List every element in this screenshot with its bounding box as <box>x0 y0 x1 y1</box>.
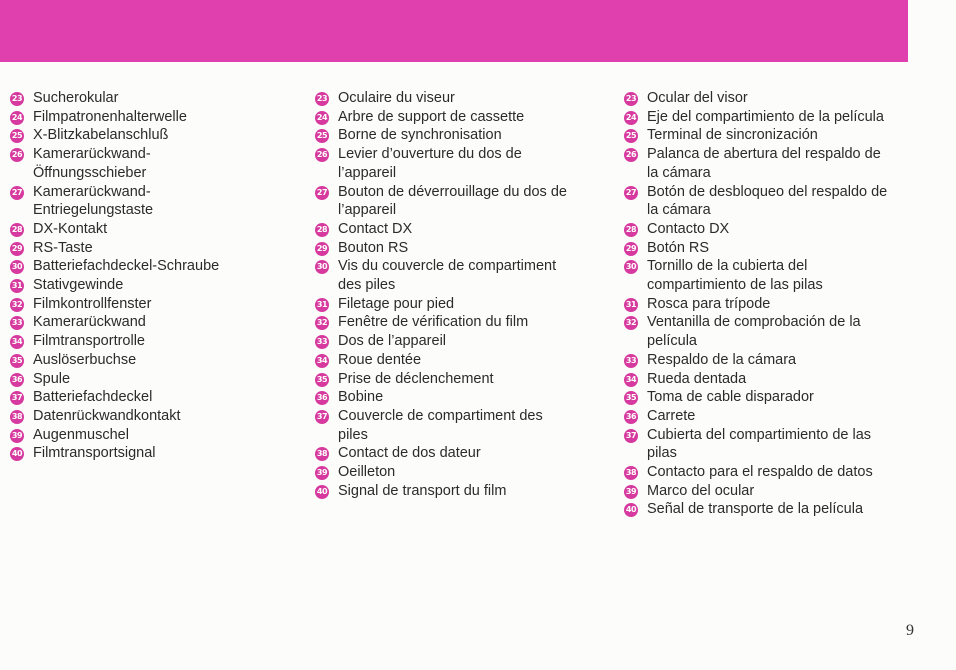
list-item <box>10 370 300 389</box>
list-item <box>10 220 300 239</box>
item-label-line: Filmpatronenhalterwelle <box>33 108 187 125</box>
page-number: 9 <box>906 622 914 639</box>
item-label-line: Vis du couvercle de compartiment <box>338 258 557 275</box>
list-item <box>10 295 300 314</box>
item-label-line: Botón RS <box>647 239 710 256</box>
item-label <box>33 388 152 407</box>
item-label-line: Oculaire du viseur <box>338 90 455 106</box>
item-label <box>647 370 746 389</box>
item-label <box>338 295 454 314</box>
item-label <box>338 482 506 501</box>
item-label-line: Borne de synchronisation <box>338 127 502 144</box>
item-number-badge: 28 <box>315 223 329 237</box>
item-label <box>338 89 455 108</box>
item-label-line: pilas <box>647 445 677 462</box>
item-number-badge: 34 <box>624 373 638 387</box>
list-item <box>10 183 300 220</box>
item-number-badge: 40 <box>10 447 24 461</box>
item-label-line: Terminal de sincronización <box>647 127 818 144</box>
item-number-badge: 30 <box>10 260 24 274</box>
list-item <box>624 257 924 294</box>
list-item <box>624 145 924 182</box>
item-label-line: Entriegelungstaste <box>33 202 154 219</box>
item-label <box>647 220 729 239</box>
item-number-badge: 27 <box>624 186 638 200</box>
item-label <box>338 183 567 220</box>
item-number-badge: 39 <box>10 429 24 443</box>
item-number-badge: 36 <box>10 373 24 387</box>
item-label <box>338 463 395 482</box>
item-label-line: Signal de transport du film <box>338 482 507 499</box>
item-label <box>33 332 145 351</box>
item-number-badge: 29 <box>315 242 329 256</box>
list-item <box>315 295 605 314</box>
list-item <box>10 444 300 463</box>
item-label <box>647 313 861 350</box>
item-number-badge: 31 <box>10 279 24 293</box>
item-label-line: Couvercle de compartiment des <box>338 407 543 424</box>
list-item <box>315 183 605 220</box>
item-label-line: compartimiento de las pilas <box>647 277 823 294</box>
item-label-line: Kamerarückwand <box>33 314 146 331</box>
item-label <box>33 276 123 295</box>
list-item <box>10 388 300 407</box>
item-label <box>338 444 481 463</box>
item-number-badge: 26 <box>624 148 638 162</box>
list-item <box>315 332 605 351</box>
item-number-badge: 36 <box>624 410 638 424</box>
item-label <box>33 126 168 145</box>
item-label <box>647 407 695 426</box>
item-label-line: Fenêtre de vérification du film <box>338 314 529 331</box>
list-item <box>10 276 300 295</box>
item-label-line: Botón de desbloqueo del respaldo de <box>647 183 888 200</box>
item-number-badge: 33 <box>10 316 24 330</box>
item-label-line: Datenrückwandkontakt <box>33 407 181 424</box>
list-item <box>624 500 924 519</box>
item-number-badge: 32 <box>10 298 24 312</box>
french-parts-list <box>315 89 605 500</box>
spanish-parts-list <box>624 89 924 519</box>
item-label-line: Carrete <box>647 407 696 424</box>
list-item <box>315 351 605 370</box>
list-item <box>315 313 605 332</box>
list-item <box>10 126 300 145</box>
item-number-badge: 24 <box>624 111 638 125</box>
item-label <box>647 463 873 482</box>
header-band <box>0 0 908 62</box>
item-label-line: Sucherokular <box>33 90 119 106</box>
item-label <box>338 407 543 444</box>
item-label <box>33 407 181 426</box>
item-label-line: Batteriefachdeckel-Schraube <box>33 258 220 275</box>
list-item <box>10 239 300 258</box>
item-number-badge: 34 <box>315 354 329 368</box>
item-number-badge: 28 <box>624 223 638 237</box>
item-label <box>338 257 556 294</box>
list-item <box>315 108 605 127</box>
item-label-line: Marco del ocular <box>647 482 755 499</box>
list-item <box>10 332 300 351</box>
list-item <box>624 370 924 389</box>
item-number-badge: 27 <box>315 186 329 200</box>
list-item <box>624 89 924 108</box>
item-number-badge: 34 <box>10 335 24 349</box>
item-label <box>647 351 796 370</box>
item-label <box>33 108 187 127</box>
item-label-line: Contact de dos dateur <box>338 445 481 462</box>
list-item <box>315 257 605 294</box>
item-number-badge: 26 <box>10 148 24 162</box>
list-item <box>315 239 605 258</box>
item-number-badge: 37 <box>315 410 329 424</box>
list-item <box>624 351 924 370</box>
item-label <box>647 145 881 182</box>
item-label <box>647 108 884 127</box>
item-label-line: piles <box>338 426 368 443</box>
item-number-badge: 33 <box>315 335 329 349</box>
item-number-badge: 29 <box>624 242 638 256</box>
item-number-badge: 37 <box>624 429 638 443</box>
item-number-badge: 38 <box>624 466 638 480</box>
item-label-line: Filmtransportsignal <box>33 445 156 462</box>
item-number-badge: 32 <box>315 316 329 330</box>
item-label <box>647 183 887 220</box>
item-label <box>647 126 818 145</box>
item-label <box>33 370 70 389</box>
list-item <box>10 426 300 445</box>
item-label-line: Tornillo de la cubierta del <box>647 258 808 275</box>
item-label <box>647 295 770 314</box>
list-item <box>315 388 605 407</box>
list-item <box>624 463 924 482</box>
item-number-badge: 30 <box>315 260 329 274</box>
item-label <box>338 388 383 407</box>
list-item <box>624 108 924 127</box>
item-label-line: Contacto DX <box>647 220 730 237</box>
item-number-badge: 40 <box>624 503 638 517</box>
item-label-line: Bobine <box>338 389 384 406</box>
list-item <box>10 89 300 108</box>
item-number-badge: 38 <box>315 447 329 461</box>
item-label-line: DX-Kontakt <box>33 220 108 237</box>
item-label <box>647 257 823 294</box>
item-label-line: Rosca para trípode <box>647 295 771 312</box>
list-item <box>624 126 924 145</box>
list-item <box>315 220 605 239</box>
item-label-line: RS-Taste <box>33 239 93 256</box>
item-label-line: Contacto para el respaldo de datos <box>647 464 873 481</box>
list-item <box>10 108 300 127</box>
list-item <box>315 444 605 463</box>
item-number-badge: 24 <box>315 111 329 125</box>
item-label-line: Prise de déclenchement <box>338 370 494 387</box>
list-item <box>10 313 300 332</box>
item-label <box>647 426 871 463</box>
item-label-line: Dos de l’appareil <box>338 333 447 350</box>
item-label-line: Contact DX <box>338 220 413 237</box>
item-label-line: Roue dentée <box>338 351 422 368</box>
item-number-badge: 32 <box>624 316 638 330</box>
item-number-badge: 30 <box>624 260 638 274</box>
list-item <box>624 239 924 258</box>
list-item <box>624 407 924 426</box>
item-label-line: Filmkontrollfenster <box>33 295 152 312</box>
item-number-badge: 23 <box>624 92 638 106</box>
item-number-badge: 35 <box>624 391 638 405</box>
item-label-line: Bouton RS <box>338 239 409 256</box>
item-label <box>33 295 151 314</box>
item-number-badge: 33 <box>624 354 638 368</box>
item-label <box>647 239 709 258</box>
item-number-badge: 38 <box>10 410 24 424</box>
item-label-line: l’appareil <box>338 164 397 181</box>
item-label <box>33 257 219 276</box>
list-item <box>624 426 924 463</box>
item-number-badge: 25 <box>10 129 24 143</box>
item-label-line: l’appareil <box>338 202 397 219</box>
item-label <box>338 145 522 182</box>
german-parts-list <box>10 89 300 463</box>
item-label <box>338 351 421 370</box>
item-label <box>338 370 494 389</box>
item-label-line: la cámara <box>647 164 711 181</box>
list-item <box>315 126 605 145</box>
item-label <box>33 426 129 445</box>
item-number-badge: 35 <box>315 373 329 387</box>
list-item <box>10 407 300 426</box>
item-label <box>338 108 524 127</box>
item-label-line: Batteriefachdeckel <box>33 389 153 406</box>
item-label-line: Palanca de abertura del respaldo de <box>647 146 881 163</box>
item-label-line: Stativgewinde <box>33 277 124 294</box>
item-label <box>338 332 446 351</box>
item-label-line: des piles <box>338 277 396 294</box>
list-item <box>315 370 605 389</box>
item-label-line: Filmtransportrolle <box>33 333 145 350</box>
list-item <box>10 257 300 276</box>
item-label <box>33 145 151 182</box>
list-item <box>624 388 924 407</box>
item-label <box>33 220 107 239</box>
item-label-line: Filetage pour pied <box>338 295 455 312</box>
item-label <box>338 126 502 145</box>
item-label <box>647 482 754 501</box>
item-label-line: Rueda dentada <box>647 370 747 387</box>
item-number-badge: 40 <box>315 485 329 499</box>
item-number-badge: 23 <box>10 92 24 106</box>
list-item <box>315 482 605 501</box>
list-item <box>315 407 605 444</box>
item-number-badge: 29 <box>10 242 24 256</box>
item-number-badge: 36 <box>315 391 329 405</box>
item-label-line: Toma de cable disparador <box>647 389 814 406</box>
item-label-line: Levier d’ouverture du dos de <box>338 146 522 163</box>
item-label-line: Cubierta del compartimiento de las <box>647 426 872 443</box>
item-label-line: Eje del compartimiento de la película <box>647 108 884 125</box>
list-item <box>315 145 605 182</box>
item-label-line: Respaldo de la cámara <box>647 351 797 368</box>
item-number-badge: 27 <box>10 186 24 200</box>
item-number-badge: 37 <box>10 391 24 405</box>
item-number-badge: 23 <box>315 92 329 106</box>
list-item <box>10 145 300 182</box>
item-label-line: película <box>647 333 697 350</box>
list-item <box>10 351 300 370</box>
list-item <box>624 220 924 239</box>
item-label <box>33 183 153 220</box>
item-number-badge: 26 <box>315 148 329 162</box>
item-label-line: Kamerarückwand- <box>33 146 151 163</box>
item-label-line: Arbre de support de cassette <box>338 108 525 125</box>
item-label <box>338 239 408 258</box>
item-label-line: la cámara <box>647 202 711 219</box>
item-number-badge: 28 <box>10 223 24 237</box>
item-label-line: Bouton de déverrouillage du dos de <box>338 183 567 200</box>
item-label-line: Öffnungsschieber <box>33 164 147 181</box>
list-item <box>624 183 924 220</box>
item-label-line: Ocular del visor <box>647 90 748 106</box>
list-item <box>315 463 605 482</box>
item-number-badge: 31 <box>624 298 638 312</box>
item-label <box>647 89 748 108</box>
item-number-badge: 31 <box>315 298 329 312</box>
item-label-line: Auslöserbuchse <box>33 351 137 368</box>
item-number-badge: 39 <box>315 466 329 480</box>
item-label <box>647 500 863 519</box>
item-number-badge: 39 <box>624 485 638 499</box>
item-label <box>33 89 118 108</box>
item-label <box>33 444 156 463</box>
item-label-line: X-Blitzkabelanschluß <box>33 127 169 144</box>
item-number-badge: 25 <box>624 129 638 143</box>
item-label-line: Augenmuschel <box>33 426 129 443</box>
list-item <box>624 313 924 350</box>
list-item <box>624 295 924 314</box>
item-label <box>33 351 136 370</box>
item-label <box>647 388 814 407</box>
item-label-line: Señal de transporte de la película <box>647 501 864 518</box>
item-number-badge: 25 <box>315 129 329 143</box>
item-number-badge: 35 <box>10 354 24 368</box>
item-number-badge: 24 <box>10 111 24 125</box>
item-label <box>33 239 93 258</box>
item-label-line: Kamerarückwand- <box>33 183 151 200</box>
list-item <box>315 89 605 108</box>
item-label <box>338 313 528 332</box>
item-label-line: Ventanilla de comprobación de la <box>647 314 861 331</box>
list-item <box>624 482 924 501</box>
item-label-line: Oeilleton <box>338 464 396 481</box>
item-label <box>338 220 412 239</box>
item-label-line: Spule <box>33 370 71 387</box>
item-label <box>33 313 146 332</box>
